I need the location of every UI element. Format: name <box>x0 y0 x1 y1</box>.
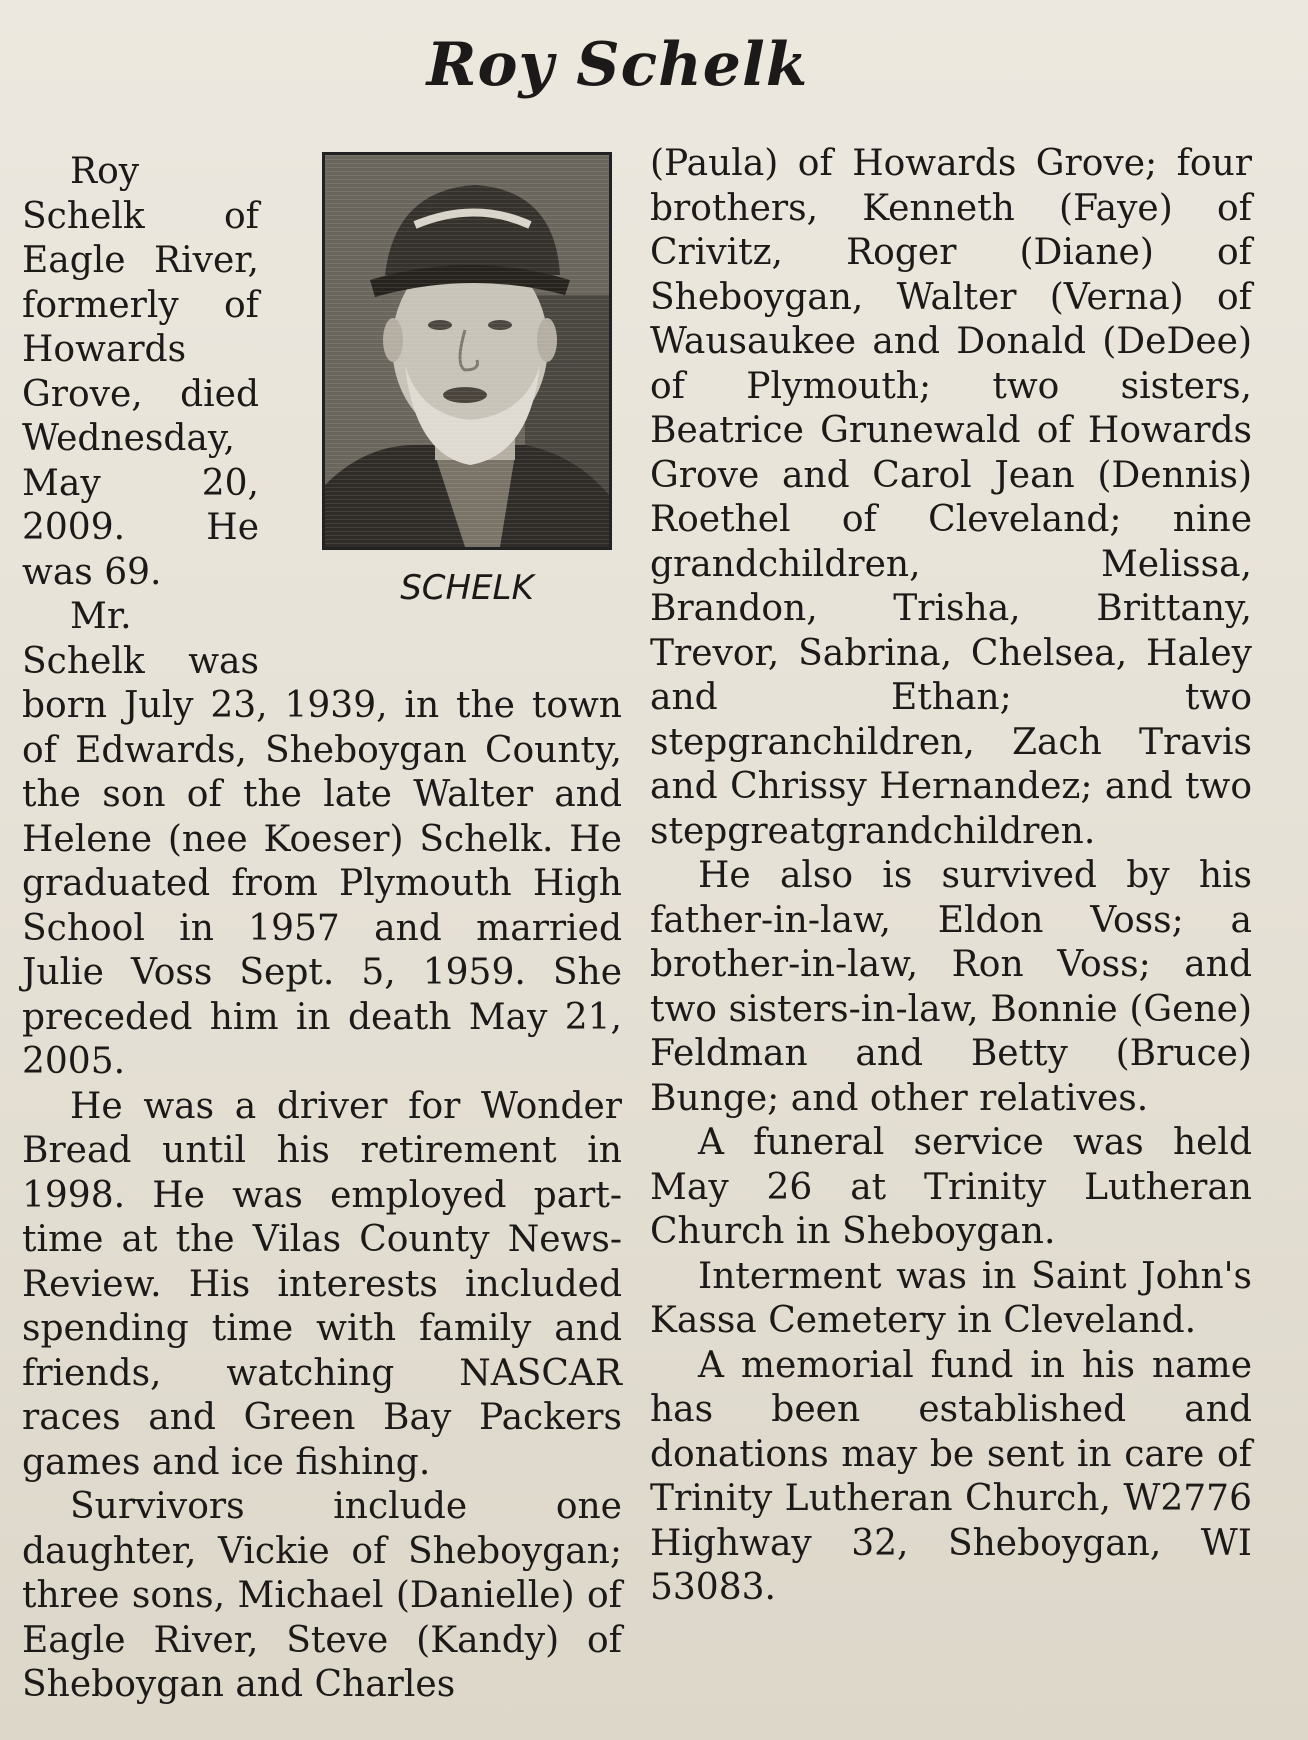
paragraph-also-survived: He also is survived by his father-in-law, Eldon Voss; a brother-in-law, Ron Voss; and two sisters-in-law, Bonnie (Gene) Feldman and Betty (Bruce) Bunge; and other relatives. <box>650 855 1252 1119</box>
column-right <box>650 142 1252 1611</box>
paragraph-survivors: Survivors include one daughter, Vickie of Sheboygan; three sons, Michael (Danielle) of Eagle River, Steve (Kandy) of Sheboygan and Charles <box>22 1486 622 1705</box>
paragraph-career-interests: He was a driver for Wonder Bread until his retirement in 1998. He was employed part-time at the Vilas County News-Review. His interests included spending time with family and friends, watching NASCAR races and Green Bay Packers games and ice fishing. <box>22 1085 622 1483</box>
photo-float-spacer <box>277 150 622 660</box>
paragraph-survivors-continued: (Paula) of Howards Grove; four brothers, Kenneth (Faye) of Crivitz, Roger (Diane) of Sheboygan, Walter (Verna) of Wausaukee and Donald (DeDee) of Plymouth; two sisters, Beatrice Grunewald of Howards Grove and Carol Jean (Dennis) Roethel of Cleveland; nine grandchildren, Melissa, Brandon, Trisha, Brittany, Trevor, Sabrina, Chelsea, Haley and Ethan; two stepgranchildren, Zach Travis and Chrissy Hernandez; and two stepgreatgrandchildren. <box>650 143 1252 852</box>
paragraph-death-notice: Roy Schelk of Eagle River, formerly of Howards Grove, died Wednesday, May 20, 2009. He was 69. <box>22 151 259 593</box>
photo-caption: SCHELK <box>400 568 534 608</box>
paragraph-funeral-service: A funeral service was held May 26 at Trinity Lutheran Church in Sheboygan. <box>650 1122 1252 1252</box>
paragraph-interment: Interment was in Saint John's Kassa Cemetery in Cleveland. <box>650 1255 1252 1341</box>
paragraph-memorial-fund: A memorial fund in his name has been established and donations may be sent in care of Trinity Lutheran Church, W2776 Highway 32, Sheboygan, WI 53083. <box>650 1344 1252 1608</box>
column-left <box>22 150 622 1708</box>
paragraph-birth-marriage: Mr. Schelk was born July 23, 1939, in the town of Edwards, Sheboygan County, the son of the late Walter and Helene (nee Koeser) Schelk. He graduated from Plymouth High School in 1957 and married Julie Voss Sept. 5, 1959. She preceded him in death May 21, 2005. <box>22 596 622 1082</box>
obituary-title: Roy Schelk <box>426 30 809 100</box>
